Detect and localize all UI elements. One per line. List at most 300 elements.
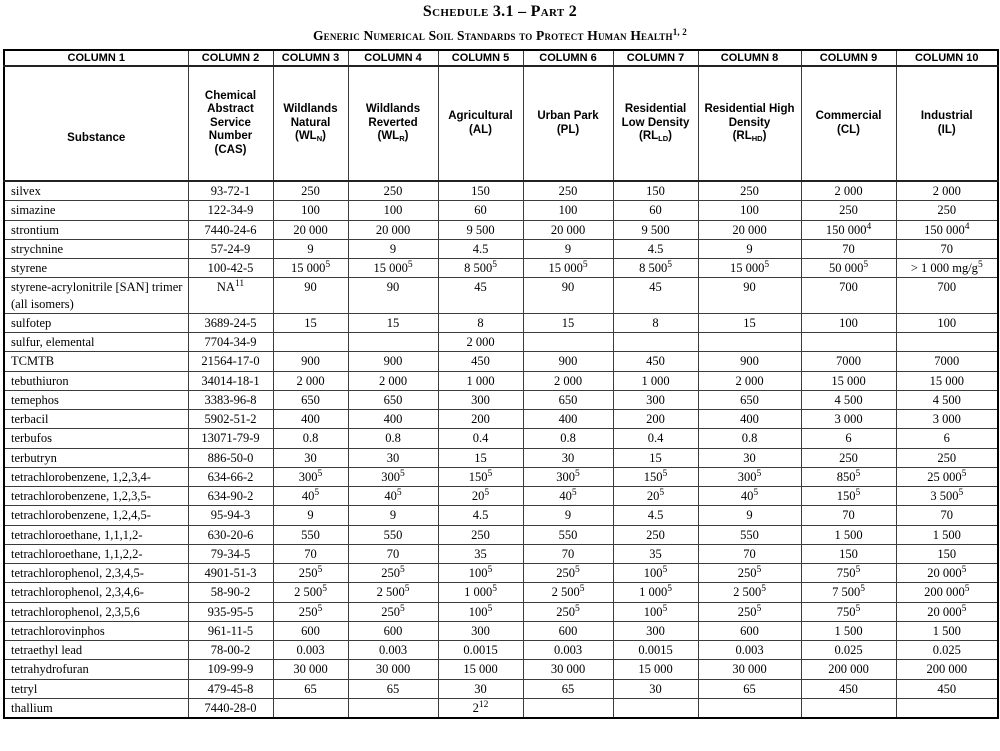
field-header-wildlands-reverted xyxy=(348,66,438,181)
value-cell: 45 xyxy=(613,278,698,314)
value-cell: 20 000 xyxy=(523,220,613,239)
value-cell: 250 xyxy=(698,181,801,201)
value-cell xyxy=(348,333,438,352)
footnote-marker: 5 xyxy=(662,603,668,614)
footnote-marker: 5 xyxy=(579,584,585,595)
value-cell: 450 xyxy=(896,679,998,698)
field-header-commercial xyxy=(801,66,896,181)
value-cell: 0.8 xyxy=(348,429,438,448)
value-cell: 3 $500^5$ xyxy=(896,487,998,506)
field-header-label: Chemical Abstract Service Number xyxy=(204,89,257,143)
value-cell: 100 xyxy=(801,313,896,332)
table-body xyxy=(4,181,998,718)
value-cell: $20^5$ xyxy=(438,487,523,506)
value-cell: 250 xyxy=(523,181,613,201)
value-cell: 90 xyxy=(348,278,438,314)
value-cell: 65 xyxy=(273,679,348,698)
value-cell: 4 500 xyxy=(896,390,998,409)
value-cell: 65 xyxy=(348,679,438,698)
table-row xyxy=(4,313,998,332)
value-cell: 100 xyxy=(698,201,801,220)
value-cell: 0.8 xyxy=(273,429,348,448)
value-cell: 45 xyxy=(438,278,523,314)
footnote-marker: 5 xyxy=(317,468,323,479)
value-cell: 15 $000^5$ xyxy=(523,259,613,278)
table-row xyxy=(4,220,998,239)
table-row xyxy=(4,506,998,525)
value-cell xyxy=(613,333,698,352)
column-number-header-4: COLUMN 4 xyxy=(348,50,438,66)
value-cell: 30 xyxy=(438,679,523,698)
value-cell: $100^5$ xyxy=(613,564,698,583)
value-cell: 15 xyxy=(698,313,801,332)
cas-cell: 7440-24-6 xyxy=(188,220,273,239)
substance-cell: sulfotep xyxy=(4,313,188,332)
column-number-header-5: COLUMN 5 xyxy=(438,50,523,66)
value-cell: 3 000 xyxy=(801,410,896,429)
value-cell: 60 xyxy=(613,201,698,220)
field-header-substance xyxy=(4,66,188,181)
value-cell: 35 xyxy=(438,544,523,563)
value-cell: $300^5$ xyxy=(523,467,613,486)
value-cell: 300 xyxy=(613,390,698,409)
subtitle-footnote-marker: 1, 2 xyxy=(672,27,688,37)
cas-cell: 34014-18-1 xyxy=(188,371,273,390)
value-cell: 15 $000^5$ xyxy=(273,259,348,278)
cas-cell: 13071-79-9 xyxy=(188,429,273,448)
value-cell: 2 000 xyxy=(438,333,523,352)
value-cell: 4.5 xyxy=(613,506,698,525)
value-cell: 0.8 xyxy=(698,429,801,448)
value-cell: $40^5$ xyxy=(523,487,613,506)
value-cell: > 1 000 $mg/g^5$ xyxy=(896,259,998,278)
value-cell: 1 500 xyxy=(896,525,998,544)
table-row xyxy=(4,278,998,314)
table-row xyxy=(4,583,998,602)
value-cell: 700 xyxy=(896,278,998,314)
column-number-header-6: COLUMN 6 xyxy=(523,50,613,66)
cas-cell: 634-90-2 xyxy=(188,487,273,506)
footnote-marker: 5 xyxy=(492,260,497,270)
footnote-marker: 5 xyxy=(863,260,869,270)
value-cell: 200 000 xyxy=(896,660,998,679)
value-cell: $250^5$ xyxy=(523,602,613,621)
value-cell: 0.003 xyxy=(348,641,438,660)
footnote-marker: 5 xyxy=(407,260,413,270)
value-cell: 450 xyxy=(801,679,896,698)
value-cell: 9 xyxy=(273,239,348,258)
substance-cell: tetrachlorobenzene, 1,2,3,5- xyxy=(4,487,188,506)
footnote-marker: 5 xyxy=(662,565,668,575)
abbr-subscript: N xyxy=(316,134,323,144)
value-cell: $100^5$ xyxy=(613,602,698,621)
value-cell: 1 500 xyxy=(801,525,896,544)
field-header-abbr: $(WL_N)$ xyxy=(295,130,326,144)
value-cell: 70 xyxy=(698,544,801,563)
value-cell: 250 xyxy=(348,181,438,201)
value-cell: $250^5$ xyxy=(273,602,348,621)
value-cell xyxy=(698,698,801,718)
value-cell: 250 xyxy=(801,201,896,220)
value-cell: 550 xyxy=(348,525,438,544)
value-cell: 3 000 xyxy=(896,410,998,429)
value-cell: 2 $500^5$ xyxy=(523,583,613,602)
cas-cell: NA$^{11}$ xyxy=(188,278,273,314)
value-cell: 150 $000^4$ xyxy=(896,220,998,239)
value-cell: 15 $000^5$ xyxy=(348,259,438,278)
substance-cell: terbacil xyxy=(4,410,188,429)
substance-cell: silvex xyxy=(4,181,188,201)
value-cell: 0.003 xyxy=(698,641,801,660)
value-cell: 8 xyxy=(613,313,698,332)
field-header-label: Agricultural xyxy=(448,109,513,122)
value-cell: 400 xyxy=(273,410,348,429)
cas-cell: 58-90-2 xyxy=(188,583,273,602)
column-number-header-9: COLUMN 9 xyxy=(801,50,896,66)
value-cell: 7 $500^5$ xyxy=(801,583,896,602)
cas-cell: 122-34-9 xyxy=(188,201,273,220)
value-cell: $40^5$ xyxy=(273,487,348,506)
value-cell: 2 $500^5$ xyxy=(273,583,348,602)
value-cell: 0.0015 xyxy=(613,641,698,660)
table-row xyxy=(4,621,998,640)
cas-cell: 5902-51-2 xyxy=(188,410,273,429)
footnote-marker: 5 xyxy=(487,468,493,479)
value-cell: 4.5 xyxy=(613,239,698,258)
footnote-marker: 5 xyxy=(484,488,490,498)
value-cell: 15 000 xyxy=(801,371,896,390)
footnote-marker: 5 xyxy=(317,603,323,614)
cas-cell: 634-66-2 xyxy=(188,467,273,486)
soil-standards-table xyxy=(3,49,999,719)
page-subtitle-text: Generic Numerical Soil Standards to Protect Human Health xyxy=(312,28,673,43)
value-cell: 400 xyxy=(523,410,613,429)
value-cell: 15 000 xyxy=(438,660,523,679)
table-row xyxy=(4,544,998,563)
value-cell: $250^5$ xyxy=(698,602,801,621)
footnote-marker: 5 xyxy=(764,260,770,270)
value-cell: 250 xyxy=(801,448,896,467)
field-header-urban-park xyxy=(523,66,613,181)
value-cell: 70 xyxy=(523,544,613,563)
value-cell: 9 xyxy=(273,506,348,525)
cas-cell: 935-95-5 xyxy=(188,602,273,621)
field-header-abbr: (PL) xyxy=(556,123,580,136)
value-cell: 30 xyxy=(613,679,698,698)
value-cell: 200 000 xyxy=(801,660,896,679)
table-row xyxy=(4,259,998,278)
cas-cell: 961-11-5 xyxy=(188,621,273,640)
substance-cell: styrene xyxy=(4,259,188,278)
cas-cell: 7704-34-9 xyxy=(188,333,273,352)
field-header-abbr: $(RL_{LD})$ xyxy=(638,130,672,144)
value-cell: 90 xyxy=(273,278,348,314)
substance-cell: styrene-acrylonitrile [SAN] trimer (all isomers) xyxy=(4,278,188,314)
field-header-label: Industrial xyxy=(920,109,973,122)
table-row xyxy=(4,602,998,621)
field-header-wildlands-natural xyxy=(273,66,348,181)
value-cell: 0.4 xyxy=(438,429,523,448)
footnote-marker: 5 xyxy=(317,565,323,575)
value-cell: 0.4 xyxy=(613,429,698,448)
substance-cell: tetrahydrofuran xyxy=(4,660,188,679)
column-number-header-8: COLUMN 8 xyxy=(698,50,801,66)
table-row xyxy=(4,564,998,583)
table-row xyxy=(4,698,998,718)
value-cell: 250 xyxy=(896,201,998,220)
value-cell: $150^5$ xyxy=(801,487,896,506)
footnote-marker: 12 xyxy=(478,699,489,710)
value-cell: 9 xyxy=(698,239,801,258)
value-cell: 70 xyxy=(896,239,998,258)
value-cell: 150 xyxy=(896,544,998,563)
field-header-residential-high-density xyxy=(698,66,801,181)
value-cell: 100 xyxy=(896,313,998,332)
cas-cell: 21564-17-0 xyxy=(188,352,273,371)
value-cell: 15 000 xyxy=(896,371,998,390)
value-cell: 15 xyxy=(348,313,438,332)
footnote-marker: 5 xyxy=(977,260,983,270)
value-cell: 6 xyxy=(896,429,998,448)
value-cell: 9 xyxy=(523,506,613,525)
substance-cell: tetrachlorophenol, 2,3,4,6- xyxy=(4,583,188,602)
footnote-marker: 4 xyxy=(866,221,872,232)
value-cell: 600 xyxy=(523,621,613,640)
value-cell: 8 xyxy=(438,313,523,332)
footnote-marker: 5 xyxy=(487,603,493,614)
value-cell: $250^5$ xyxy=(348,564,438,583)
cas-cell: 7440-28-0 xyxy=(188,698,273,718)
value-cell xyxy=(896,333,998,352)
cas-cell: 630-20-6 xyxy=(188,525,273,544)
value-cell: 0.8 xyxy=(523,429,613,448)
substance-cell: thallium xyxy=(4,698,188,718)
value-cell: 2 000 xyxy=(348,371,438,390)
value-cell: 0.025 xyxy=(896,641,998,660)
footnote-marker: 5 xyxy=(667,584,672,595)
value-cell: 65 xyxy=(523,679,613,698)
field-header-chemical-abstract-service-number xyxy=(188,66,273,181)
footnote-marker: 5 xyxy=(575,603,580,614)
value-cell: 200 xyxy=(613,410,698,429)
footnote-marker: 5 xyxy=(964,584,970,595)
value-cell: 90 xyxy=(698,278,801,314)
value-cell: 1 500 xyxy=(801,621,896,640)
value-cell: 400 xyxy=(698,410,801,429)
field-header-row xyxy=(4,66,998,181)
table-row xyxy=(4,641,998,660)
value-cell: 4.5 xyxy=(438,239,523,258)
field-header-residential-low-density xyxy=(613,66,698,181)
table-row xyxy=(4,239,998,258)
table-row xyxy=(4,525,998,544)
footnote-marker: 5 xyxy=(855,488,861,498)
value-cell: 100 xyxy=(523,201,613,220)
value-cell: 30 xyxy=(273,448,348,467)
field-header-abbr: (CAS) xyxy=(214,143,247,156)
abbr-subscript: R xyxy=(399,134,405,144)
value-cell: 400 xyxy=(348,410,438,429)
substance-cell: tetrachlorobenzene, 1,2,4,5- xyxy=(4,506,188,525)
value-cell: 50 $000^5$ xyxy=(801,259,896,278)
substance-cell: tetraethyl lead xyxy=(4,641,188,660)
value-cell: $40^5$ xyxy=(348,487,438,506)
table-row xyxy=(4,429,998,448)
value-cell: 9 xyxy=(348,239,438,258)
value-cell: $2^{12}$ xyxy=(438,698,523,718)
footnote-marker: 11 xyxy=(234,279,245,290)
value-cell: 30 000 xyxy=(698,660,801,679)
value-cell: 9 xyxy=(523,239,613,258)
value-cell xyxy=(273,333,348,352)
value-cell: 2 $500^5$ xyxy=(348,583,438,602)
field-header-abbr: $(RL_{HD})$ xyxy=(732,130,767,144)
value-cell: 550 xyxy=(523,525,613,544)
value-cell: 30 xyxy=(523,448,613,467)
page-subtitle xyxy=(0,28,1000,44)
value-cell: 30 000 xyxy=(523,660,613,679)
cas-cell: 3689-24-5 xyxy=(188,313,273,332)
substance-cell: tetrachlorophenol, 2,3,5,6 xyxy=(4,602,188,621)
value-cell: 700 xyxy=(801,278,896,314)
value-cell xyxy=(801,333,896,352)
value-cell: 1 $000^5$ xyxy=(438,583,523,602)
value-cell: 7000 xyxy=(801,352,896,371)
field-header-label: Wildlands Reverted xyxy=(365,103,421,129)
field-header-label: Wildlands Natural xyxy=(283,103,338,129)
value-cell: 900 xyxy=(698,352,801,371)
value-cell: 1 000 xyxy=(613,371,698,390)
value-cell: 650 xyxy=(348,390,438,409)
value-cell: $150^5$ xyxy=(613,467,698,486)
cas-cell: 95-94-3 xyxy=(188,506,273,525)
value-cell: $750^5$ xyxy=(801,602,896,621)
field-header-label: Commercial xyxy=(815,109,882,122)
substance-cell: tebuthiuron xyxy=(4,371,188,390)
table-row xyxy=(4,181,998,201)
value-cell: 1 000 xyxy=(438,371,523,390)
value-cell: 900 xyxy=(348,352,438,371)
footnote-marker: 5 xyxy=(961,565,967,575)
value-cell: 15 xyxy=(438,448,523,467)
value-cell: $300^5$ xyxy=(348,467,438,486)
table-row xyxy=(4,352,998,371)
page-title: Schedule 3.1 – Part 2 xyxy=(422,3,578,20)
value-cell: 450 xyxy=(613,352,698,371)
value-cell: 70 xyxy=(801,506,896,525)
value-cell: 30 xyxy=(698,448,801,467)
field-header-abbr: (AL) xyxy=(468,123,492,136)
substance-cell: tetrachloroethane, 1,1,2,2- xyxy=(4,544,188,563)
value-cell: $100^5$ xyxy=(438,564,523,583)
footnote-marker: 5 xyxy=(404,584,410,595)
value-cell: 90 xyxy=(523,278,613,314)
value-cell: 300 xyxy=(613,621,698,640)
value-cell: 30 xyxy=(348,448,438,467)
value-cell: 600 xyxy=(348,621,438,640)
value-cell: 2 000 xyxy=(896,181,998,201)
value-cell: 1 $000^5$ xyxy=(613,583,698,602)
substance-cell: strontium xyxy=(4,220,188,239)
value-cell: 4.5 xyxy=(438,506,523,525)
field-header-label: Substance xyxy=(67,132,126,145)
value-cell: 15 xyxy=(613,448,698,467)
value-cell: 2 000 xyxy=(523,371,613,390)
value-cell: 8 $500^5$ xyxy=(438,259,523,278)
value-cell: 200 xyxy=(438,410,523,429)
column-number-header-10: COLUMN 10 xyxy=(896,50,998,66)
field-header-abbr: (CL) xyxy=(836,123,860,136)
value-cell xyxy=(613,698,698,718)
value-cell: 650 xyxy=(273,390,348,409)
abbr-subscript: HD xyxy=(751,134,763,144)
footnote-marker: 5 xyxy=(756,603,762,614)
table-row xyxy=(4,467,998,486)
value-cell: 30 000 xyxy=(273,660,348,679)
value-cell: 250 xyxy=(896,448,998,467)
value-cell: 8 $500^5$ xyxy=(613,259,698,278)
value-cell: 900 xyxy=(273,352,348,371)
value-cell: 0.025 xyxy=(801,641,896,660)
footnote-marker: 5 xyxy=(761,584,766,595)
footnote-marker: 5 xyxy=(325,260,331,270)
field-header-industrial xyxy=(896,66,998,181)
value-cell: 15 xyxy=(273,313,348,332)
cas-cell: 479-45-8 xyxy=(188,679,273,698)
value-cell: 20 $000^5$ xyxy=(896,564,998,583)
value-cell: 6 xyxy=(801,429,896,448)
value-cell: 30 000 xyxy=(348,660,438,679)
cas-cell: 109-99-9 xyxy=(188,660,273,679)
footnote-marker: 5 xyxy=(855,603,861,614)
value-cell: 9 500 xyxy=(438,220,523,239)
value-cell: $40^5$ xyxy=(698,487,801,506)
value-cell: 1 500 xyxy=(896,621,998,640)
value-cell: $300^5$ xyxy=(698,467,801,486)
footnote-marker: 5 xyxy=(662,468,668,479)
footnote-marker: 5 xyxy=(575,468,580,479)
value-cell xyxy=(801,698,896,718)
value-cell: 20 000 xyxy=(348,220,438,239)
value-cell: 9 500 xyxy=(613,220,698,239)
value-cell: 2 $500^5$ xyxy=(698,583,801,602)
footnote-marker: 5 xyxy=(659,488,665,498)
value-cell: 2 000 xyxy=(698,371,801,390)
cas-cell: 93-72-1 xyxy=(188,181,273,201)
value-cell: 250 xyxy=(273,181,348,201)
value-cell: 60 xyxy=(438,201,523,220)
value-cell: 9 xyxy=(698,506,801,525)
value-cell: 0.003 xyxy=(523,641,613,660)
substance-cell: tetrachlorophenol, 2,3,4,5- xyxy=(4,564,188,583)
value-cell: 200 $000^5$ xyxy=(896,583,998,602)
value-cell: $850^5$ xyxy=(801,467,896,486)
column-number-header-1: COLUMN 1 xyxy=(4,50,188,66)
substance-cell: TCMTB xyxy=(4,352,188,371)
table-row xyxy=(4,448,998,467)
value-cell: 9 xyxy=(348,506,438,525)
footnote-marker: 5 xyxy=(400,603,405,614)
field-header-abbr: $(WL_R)$ xyxy=(377,130,409,144)
value-cell: 100 xyxy=(348,201,438,220)
value-cell: 25 $000^5$ xyxy=(896,467,998,486)
column-number-header-2: COLUMN 2 xyxy=(188,50,273,66)
column-number-header-3: COLUMN 3 xyxy=(273,50,348,66)
value-cell: 300 xyxy=(438,621,523,640)
table-row xyxy=(4,660,998,679)
field-header-agricultural xyxy=(438,66,523,181)
value-cell: $250^5$ xyxy=(348,602,438,621)
